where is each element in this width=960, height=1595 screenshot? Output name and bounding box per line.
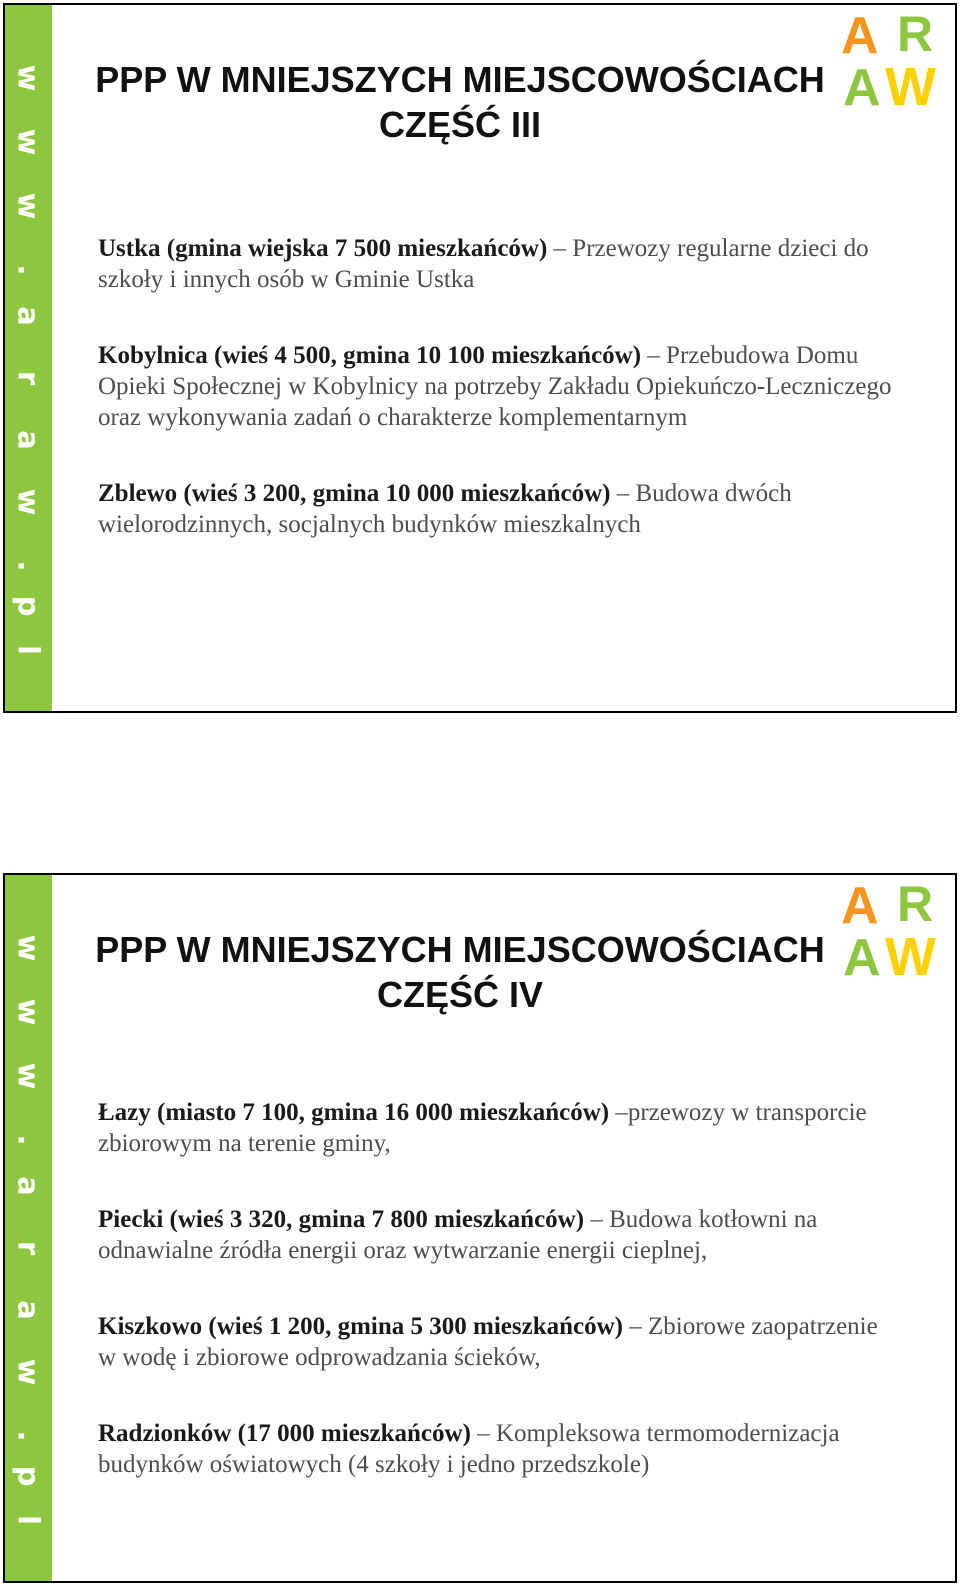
- item-name: Kobylnica (wieś 4 500, gmina 10 100 mieszkańców): [98, 342, 642, 369]
- sidebar-letter: r: [11, 370, 46, 386]
- item-desc: – Przewozy regularne dzieci do szkoły i innych osób w Gminie Ustka: [98, 235, 869, 293]
- sidebar-letter: r: [11, 1240, 46, 1256]
- svg-text:W: W: [885, 57, 936, 109]
- sidebar-letter: a: [11, 1176, 46, 1196]
- sidebar-letter: w: [11, 1062, 46, 1090]
- title-line-1: PPP W MNIEJSZYCH MIEJSCOWOŚCIACH: [95, 59, 825, 100]
- sidebar-letter: .: [11, 560, 46, 572]
- sidebar-watermark: [5, 5, 52, 711]
- slide: [3, 873, 957, 1583]
- slide-title: [85, 57, 835, 147]
- list-item: [98, 1418, 898, 1480]
- sidebar-letter: w: [11, 934, 46, 962]
- sidebar-letter: a: [11, 430, 46, 450]
- sidebar-letter: w: [11, 998, 46, 1026]
- item-desc: – Kompleksowa termomodernizacja budynków oświatowych (4 szkoły i jedno przedszkole): [98, 1420, 840, 1478]
- sidebar-letter: a: [11, 306, 46, 326]
- title-line-2: CZĘŚĆ III: [378, 104, 542, 145]
- sidebar-letter: w: [11, 64, 46, 92]
- sidebar-letter: p: [11, 1465, 46, 1487]
- sidebar-letter: w: [11, 128, 46, 156]
- sidebar-letter: w: [11, 488, 46, 516]
- svg-text:R: R: [897, 9, 934, 62]
- svg-text:A: A: [843, 59, 881, 109]
- item-desc: – Zbiorowe zaopatrzenie w wodę i zbiorowe odprowadzania ścieków,: [98, 1313, 878, 1371]
- title-line-1: PPP W MNIEJSZYCH MIEJSCOWOŚCIACH: [95, 929, 825, 970]
- item-name: Ustka (gmina wiejska 7 500 mieszkańców): [98, 235, 548, 262]
- svg-text:A: A: [841, 879, 879, 935]
- sidebar-letter: w: [11, 192, 46, 220]
- list-item: [98, 340, 898, 433]
- list-item: [98, 478, 898, 540]
- item-desc: –przewozy w transporcie zbiorowym na terenie gminy,: [98, 1099, 867, 1157]
- araw-logo: [839, 879, 951, 979]
- item-name: Łazy (miasto 7 100, gmina 16 000 mieszkańców): [98, 1099, 610, 1126]
- item-desc: – Budowa kotłowni na odnawialne źródła energii oraz wytwarzanie energii cieplnej,: [98, 1206, 818, 1264]
- sidebar-letter: p: [11, 595, 46, 617]
- sidebar-watermark: [5, 875, 52, 1581]
- sidebar-letter: w: [11, 1358, 46, 1386]
- list-item: [98, 1097, 898, 1159]
- sidebar-letter: l: [11, 1515, 46, 1525]
- item-name: Piecki (wieś 3 320, gmina 7 800 mieszkańców): [98, 1206, 585, 1233]
- item-list: [98, 1097, 898, 1525]
- svg-text:A: A: [843, 929, 881, 979]
- sidebar-letter: .: [11, 1134, 46, 1146]
- list-item: [98, 233, 898, 295]
- sidebar-letter: a: [11, 1300, 46, 1320]
- sidebar-letter: l: [11, 645, 46, 655]
- slide-title: [85, 927, 835, 1017]
- sidebar-letter: .: [11, 1430, 46, 1442]
- sidebar-letter: .: [11, 264, 46, 276]
- title-line-2: CZĘŚĆ IV: [376, 974, 544, 1015]
- item-name: Kiszkowo (wieś 1 200, gmina 5 300 mieszkańców): [98, 1313, 623, 1340]
- svg-text:W: W: [885, 927, 936, 979]
- svg-text:A: A: [841, 9, 879, 65]
- item-desc: – Budowa dwóch wielorodzinnych, socjalnych budynków mieszkalnych: [98, 480, 792, 538]
- item-name: Zblewo (wieś 3 200, gmina 10 000 mieszkańców): [98, 480, 611, 507]
- svg-text:R: R: [897, 879, 934, 932]
- slide: [3, 3, 957, 713]
- list-item: [98, 1311, 898, 1373]
- item-list: [98, 233, 898, 585]
- item-desc: – Przebudowa Domu Opieki Społecznej w Kobylnicy na potrzeby Zakładu Opiekuńczo-Leczniczego oraz wykonywania zadań o charakterze komplementarnym: [98, 342, 892, 431]
- item-name: Radzionków (17 000 mieszkańców): [98, 1420, 471, 1447]
- list-item: [98, 1204, 898, 1266]
- araw-logo: [839, 9, 951, 109]
